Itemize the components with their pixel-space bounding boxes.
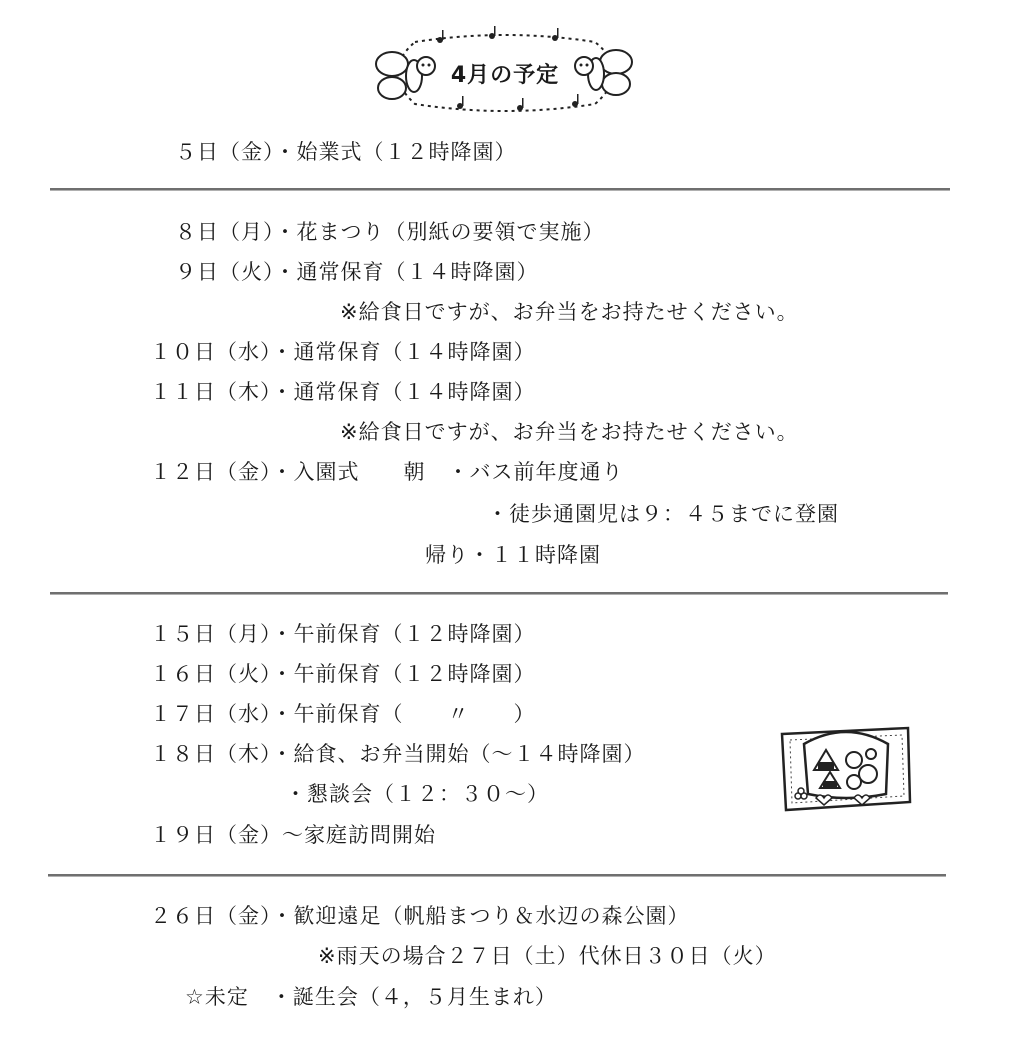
schedule-line: ９日（火）・通常保育（１４時降園） <box>175 260 539 284</box>
section-divider <box>50 592 948 595</box>
schedule-note: ※給食日ですが、お弁当をお持たせください。 <box>340 420 799 444</box>
schedule-sub-item: ・懇談会（１２：３０～） <box>285 782 549 806</box>
schedule-line: １９日（金）～家庭訪問開始 <box>150 823 436 847</box>
schedule-line: １８日（木）・給食、お弁当開始（～１４時降園） <box>150 742 646 766</box>
schedule-note: ※給食日ですが、お弁当をお持たせください。 <box>340 300 799 324</box>
schedule-line: １６日（火）・午前保育（１２時降園） <box>150 662 536 686</box>
page-title: 4月の予定 <box>450 63 560 88</box>
section-divider <box>50 188 950 191</box>
schedule-line: １５日（月）・午前保育（１２時降園） <box>150 622 536 646</box>
schedule-line: ☆未定 ・誕生会（４，５月生まれ） <box>185 985 557 1009</box>
schedule-line: １０日（水）・通常保育（１４時降園） <box>150 340 536 364</box>
schedule-line: ８日（月）・花まつり（別紙の要領で実施） <box>175 220 605 244</box>
schedule-line: ２６日（金）・歓迎遠足（帆船まつり＆水辺の森公園） <box>150 904 690 928</box>
schedule-line: ５日（金）・始業式（１２時降園） <box>175 140 517 164</box>
bento-box-icon <box>776 714 916 814</box>
schedule-note: ※雨天の場合２７日（土）代休日３０日（火） <box>318 944 777 968</box>
schedule-sub-item: ・徒歩通園児は９：４５までに登園 <box>487 502 839 526</box>
schedule-line: １２日（金）・入園式 朝 ・バス前年度通り <box>150 460 624 484</box>
schedule-sub-item: 帰り・１１時降園 <box>425 543 601 567</box>
schedule-line: １７日（水）・午前保育（ 〃 ） <box>150 702 536 726</box>
schedule-line: １１日（木）・通常保育（１４時降園） <box>150 380 536 404</box>
title-banner <box>370 26 640 118</box>
section-divider <box>48 874 946 877</box>
